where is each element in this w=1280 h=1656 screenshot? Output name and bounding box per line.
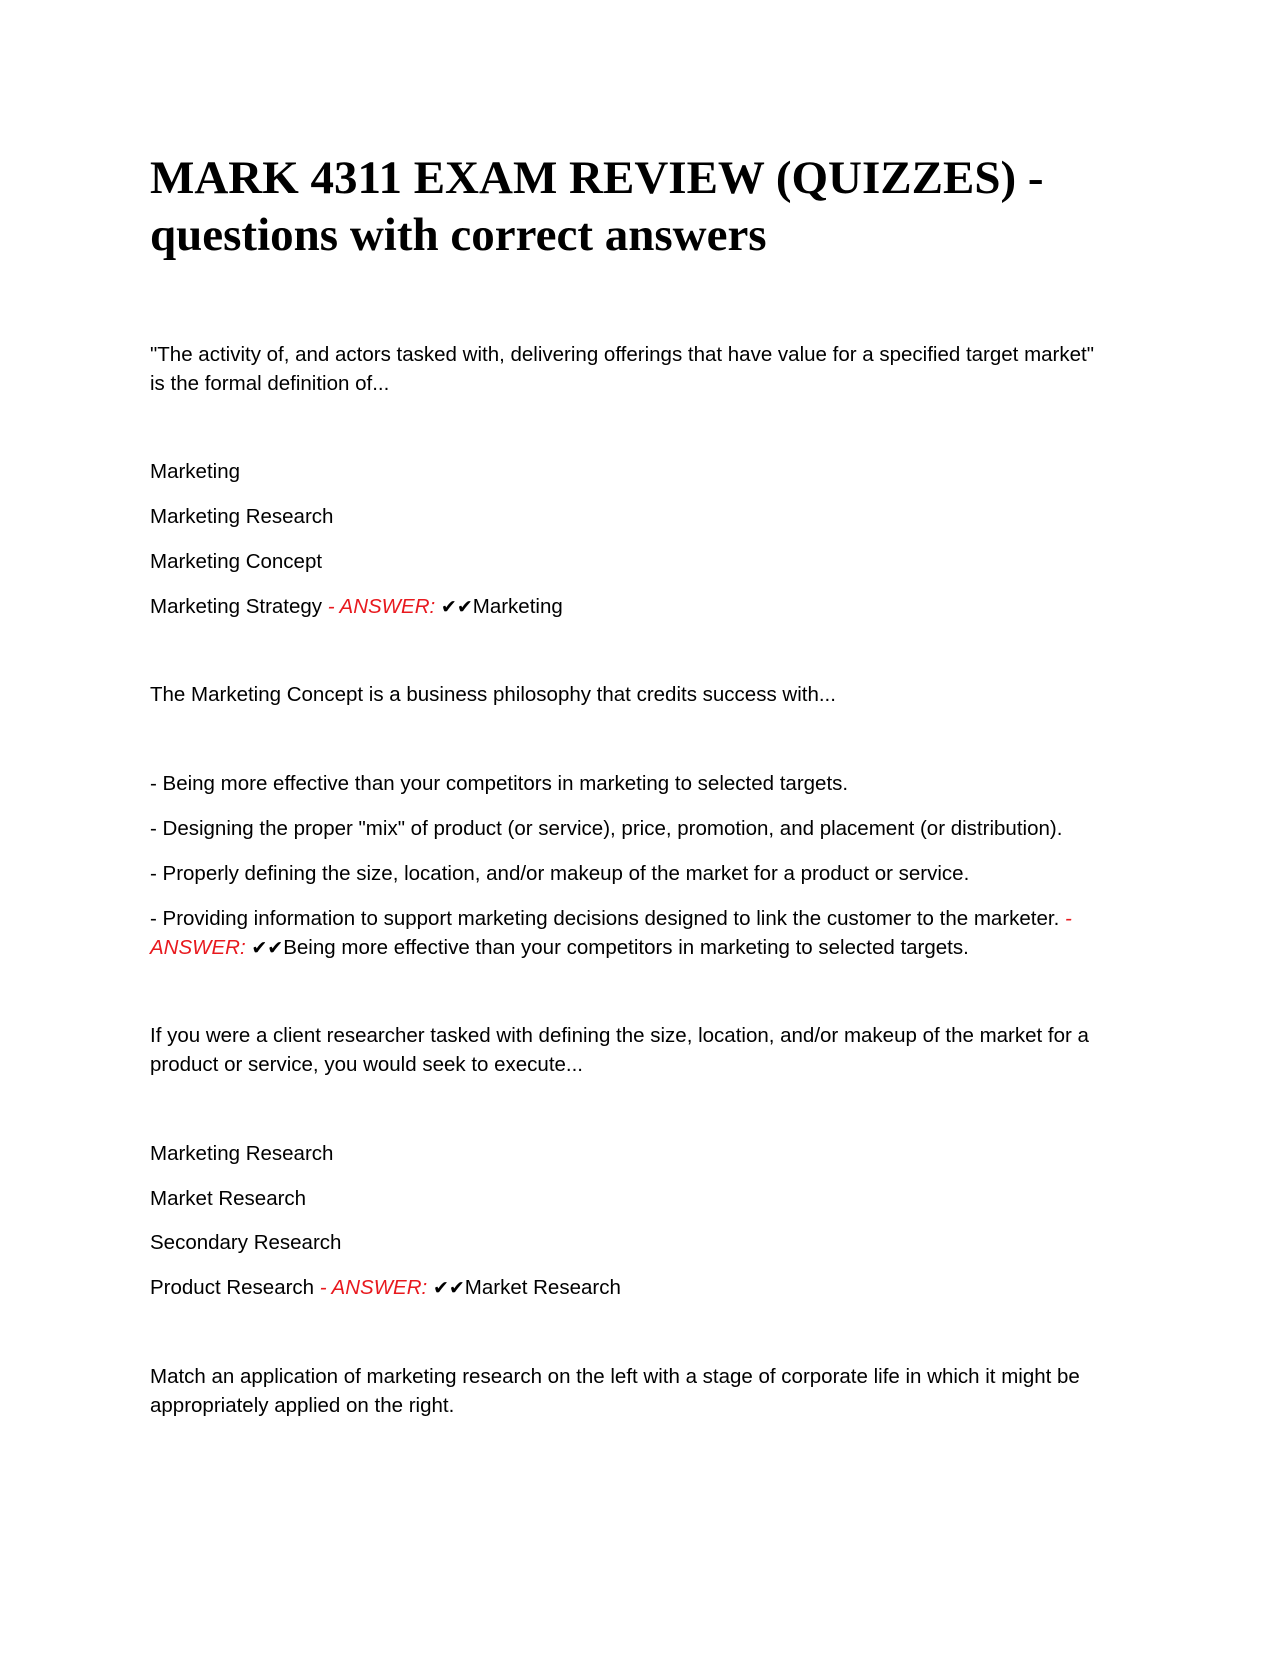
question-1-option-2: Marketing Research [150,505,334,528]
question-4-prompt-line-1: Match an application of marketing research on the left with a stage of corporate life in which it might be [150,1365,1080,1388]
check-marks-icon: ✔✔ [251,937,284,959]
question-3-prompt-line-2: product or service, you would seek to execute... [150,1053,584,1076]
answer-marker: - ANSWER: [327,595,436,618]
check-marks-icon: ✔✔ [432,1277,465,1299]
question-3-option-2: Market Research [150,1187,307,1210]
question-2-option-3: - Properly defining the size, location, and/or makeup of the market for a product or service. [150,862,970,885]
question-2-option-2: - Designing the proper "mix" of product (or service), price, promotion, and placement (or distribution). [150,817,1063,840]
question-1-option-4-with-answer [150,592,1130,622]
question-2-option-4-with-marker [150,904,1130,934]
question-3-answer: Market Research [464,1276,621,1299]
question-1-option-4: Marketing Strategy [150,595,323,618]
check-marks-icon: ✔✔ [440,596,473,618]
document-title: MARK 4311 EXAM REVIEW (QUIZZES) - questions with correct answers [150,152,1044,261]
question-3-option-3: Secondary Research [150,1231,342,1254]
answer-marker-label: ANSWER: [150,936,246,959]
question-3-option-4: Product Research [150,1276,315,1299]
question-2-answer-line [150,933,1130,963]
question-4-prompt-line-2: appropriately applied on the right. [150,1394,455,1417]
question-2-answer: Being more effective than your competitors in marketing to selected targets. [283,936,969,959]
question-1-prompt-line-2: is the formal definition of... [150,372,390,395]
question-1-option-3: Marketing Concept [150,550,323,573]
question-2-option-1: - Being more effective than your competitors in marketing to selected targets. [150,772,849,795]
question-1-option-1: Marketing [150,460,241,483]
question-2-prompt-line-1: The Marketing Concept is a business philosophy that credits success with... [150,683,836,706]
answer-marker: - ANSWER: [319,1276,428,1299]
question-3-option-4-with-answer [150,1273,1130,1303]
question-2-option-4: - Providing information to support marketing decisions designed to link the customer to the marketer. [150,907,1060,930]
question-3-option-1: Marketing Research [150,1142,334,1165]
question-1-prompt-line-1: "The activity of, and actors tasked with, delivering offerings that have value for a specified target market" [150,343,1094,366]
question-1-answer: Marketing [472,595,563,618]
answer-marker-dash: - [1065,907,1072,930]
question-3-prompt-line-1: If you were a client researcher tasked with defining the size, location, and/or makeup of the market for a [150,1024,1089,1047]
